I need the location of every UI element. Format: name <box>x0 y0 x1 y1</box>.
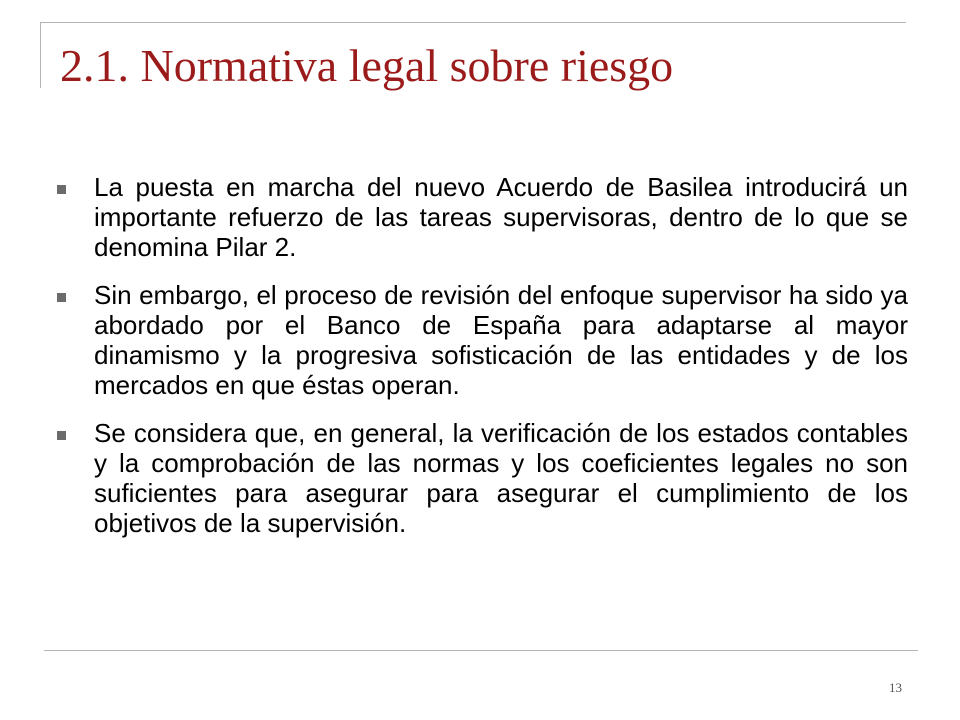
frame-bottom-line <box>44 650 918 651</box>
page-number: 13 <box>889 680 902 695</box>
bullet-item-1 <box>56 172 908 262</box>
slide-title: 2.1. Normativa legal sobre riesgo <box>60 40 674 91</box>
bullet-list <box>56 172 908 556</box>
bullet-item-2 <box>56 280 908 400</box>
bullet-text: Se considera que, en general, la verificación de los estados contables y la comprobación de las normas y los coeficientes legales no son suficientes para asegurar para asegurar el cumplimiento de los objetivos de la supervisión. <box>94 418 908 538</box>
frame-left-line <box>40 22 41 88</box>
square-bullet-icon <box>57 185 66 194</box>
frame-top-line <box>40 22 906 23</box>
square-bullet-icon <box>57 431 66 440</box>
bullet-item-3 <box>56 418 908 538</box>
bullet-text: La puesta en marcha del nuevo Acuerdo de Basilea introducirá un importante refuerzo de las tareas supervisoras, dentro de lo que se denomina Pilar 2. <box>94 172 908 262</box>
bullet-text: Sin embargo, el proceso de revisión del enfoque supervisor ha sido ya abordado por el Banco de España para adaptarse al mayor dinamismo y la progresiva sofisticación de las entidades y de los mercados en que éstas operan. <box>94 280 908 400</box>
square-bullet-icon <box>57 293 66 302</box>
